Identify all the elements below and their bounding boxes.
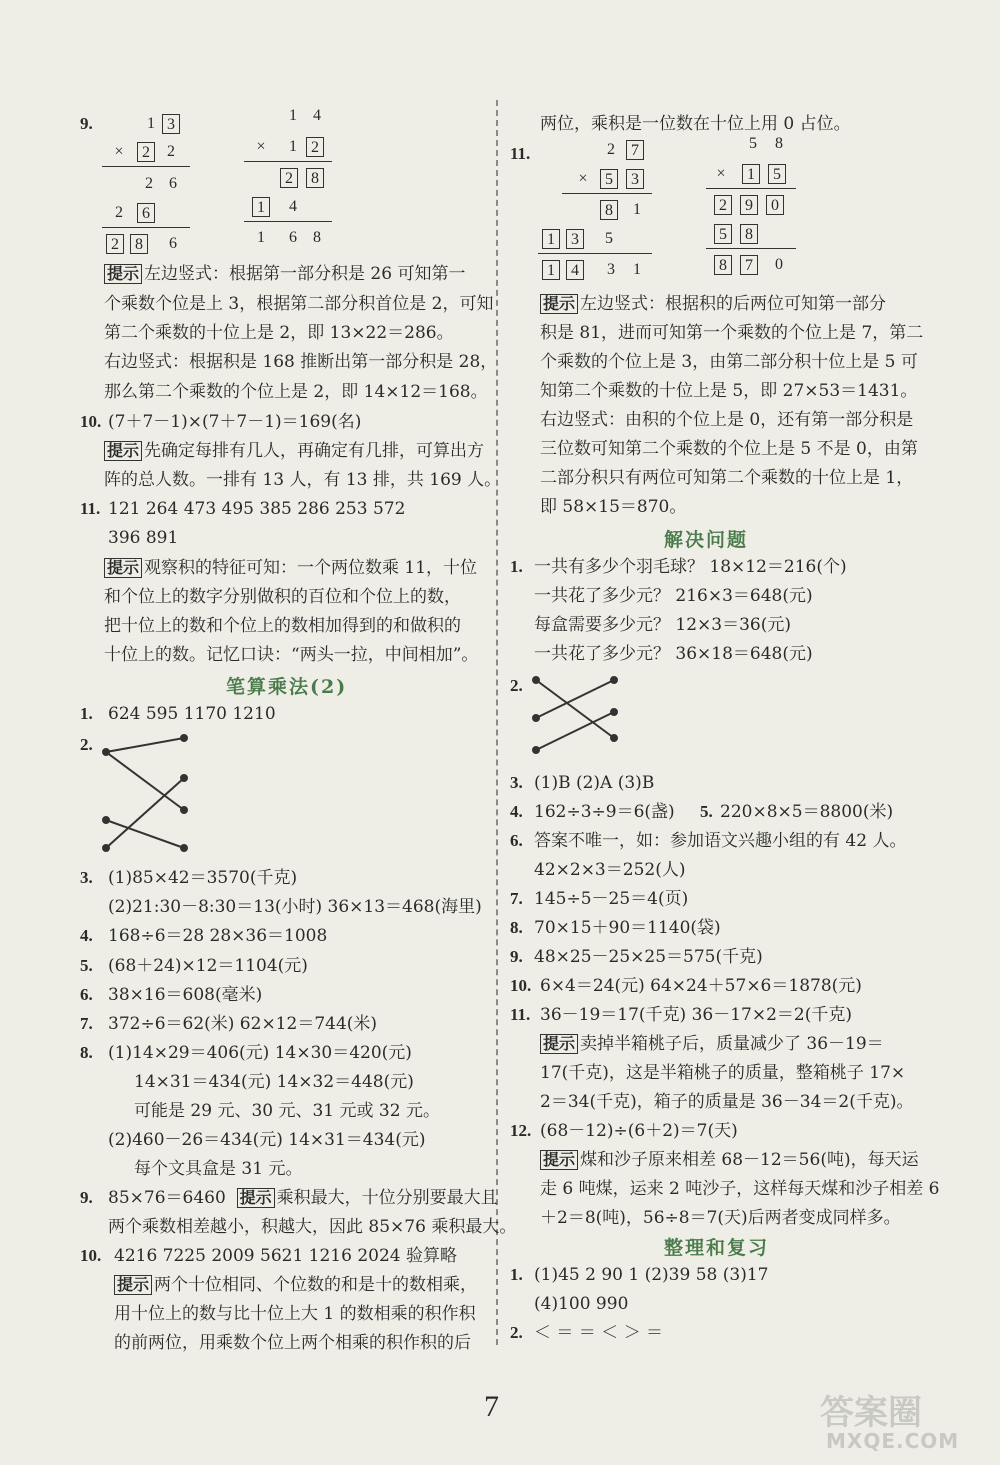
section-title: 整理和复习 <box>664 1237 770 1259</box>
vertical-calc-4: 5 8 × 1 5 2 9 0 5 8 8 7 0 <box>700 132 810 282</box>
tip-badge: 提示 <box>104 441 142 461</box>
section-title: 解决问题 <box>664 529 749 551</box>
vertical-calc-1: 1 3 × 2 2 2 6 2 6 2 8 6 <box>100 112 200 262</box>
tip-badge: 提示 <box>540 294 578 314</box>
section-title: 笔算乘法(2) <box>226 676 348 698</box>
column-divider <box>496 100 498 1345</box>
vertical-calc-3: 2 7 × 5 3 8 1 1 3 5 1 4 3 1 <box>538 136 668 286</box>
q9-label: 9. <box>80 114 93 133</box>
page-number: 7 <box>484 1390 499 1423</box>
tip-badge: 提示 <box>114 1275 152 1295</box>
matching-lines-diagram <box>98 730 198 860</box>
tip-badge: 提示 <box>104 558 142 578</box>
answer-page: 9. 1 3 × 2 2 2 6 2 6 2 8 6 1 4 × 1 2 2 8 1 4 1 6 8 提示 左边竖式：根据第一部分积是 26 可知第一 个乘数个位是上 3，根据第二部分积首位是 2，可知 第二个乘数的十位上是 2，即 13×22＝286。 右边竖式：根据积是 168 推断出第一部分积是 28， 那么第二个乘数的个位上是 2，即 14×12＝168。 10. (7＋7－1)×(7＋7－1)＝169(名) 提示 先确定每排有几人，再确定有几排，可算出方 阵的总人数。一排有 13 人，有 13 排，共 169 人。 11. 121 264 473 495 385 286 253 572 396 891 提示 观察积的特征可知：一个两位数乘 11，十位 和个位上的数字分别做积的百位和个位上的数， 把十位上的数和个位上的数相加得到的和做积的 十位上的数。记忆口诀：“两头一拉，中间相加”。 笔算乘法(2) 1. 624 595 1170 1210 2. 3. (1)85×42＝3570(千克) (2)21:30－8:30＝13(小时) 36×13＝468(海里) 4. 168÷6＝28 28×36＝1008 5. (68＋24)×12＝1104(元) 6. 38×16＝608(毫米) 7. 372÷6＝62(米) 62×12＝744(米) 8. (1)14×29＝406(元) 14×30＝420(元) 14×31＝434(元) 14×32＝448(元) 可能是 29 元、30 元、31 元或 32 元。 (2)460－26＝434(元) 14×31＝434(元) 每个文具盒是 31 元。 9. 85×76＝6460 提示 乘积最大，十位分别要最大且 两个乘数相差越小，积越大，因此 85×76 乘积最大。 10. 4216 7225 2009 5621 1216 2024 验算略 提示 两个十位相同、个位数的和是十的数相乘， 用十位上的数与比十位上大 1 的数相乘的积作积 的前两位，用乘数个位上两个相乘的积作积的后 两位，乘积是一位数在十位上用 0 占位。 11. 2 7 × 5 3 8 1 1 3 5 1 4 3 1 5 8 × 1 5 2 9 0 5 8 8 7 0 提示 左边竖式：根据积的后两位可知第一部分 积是 81，进而可知第一个乘数的个位上是 7，第二 个乘数的个位上是 3，由第二部分积十位上是 5 可 知第二个乘数的十位上是 5，即 27×53＝1431。 右边竖式：由积的个位上是 0，还有第一部分积是 三位数可知第二个乘数的个位上是 5 不是 0，由第 二部分积只有两位可知第二个乘数的十位上是 1， 即 58×15＝870。 解决问题 1. 一共有多少个羽毛球？ 18×12＝216(个) 一共花了多少元？ 216×3＝648(元) 每盒需要多少元？ 12×3＝36(元) 一共花了多少元？ 36×18＝648(元) 2. 3. (1)B (2)A (3)B 4. 162÷3÷9＝6(盏) 5. 220×8×5＝8800(米) 6. 答案不唯一，如：参加语文兴趣小组的有 42 人。 42×2×3＝252(人) 7. 145÷5－25＝4(页) 8. 70×15＋90＝1140(袋) 9. 48×25－25×25＝575(千克) 10. 6×4＝24(元) 64×24＋57×6＝1878(元) 11. 36－19＝17(千克) 36－17×2＝2(千克) 提示 卖掉半箱桃子后，质量减少了 36－19＝ 17(千克)，这是半箱桃子的质量，整箱桃子 17× 2＝34(千克)，箱子的质量是 36－34＝2(千克)。 12. (68－12)÷(6＋2)＝7(天) 提示 煤和沙子原来相差 68－12＝56(吨)，每天运 走 6 吨煤，运来 2 吨沙子，这样每天煤和沙子相差 6 ＋2＝8(吨)，56÷8＝7(天)后两者变成同样多。 整理和复习 1. (1)45 2 90 1 (2)39 58 (3)17 (4)100 990 2. ＜ ＝ ＝ ＜ ＞ ＝ 7 答案圈 MXQE.COM <box>0 0 1000 1465</box>
matching-lines-diagram <box>528 672 628 762</box>
tip-badge: 提示 <box>540 1034 578 1054</box>
tip-badge: 提示 <box>237 1188 275 1208</box>
tip-badge: 提示 <box>540 1150 578 1170</box>
vertical-calc-2: 1 4 × 1 2 2 8 1 4 1 6 8 <box>240 104 340 254</box>
watermark: 答案圈 MXQE.COM <box>820 1393 960 1453</box>
tip-badge: 提示 <box>104 264 142 284</box>
